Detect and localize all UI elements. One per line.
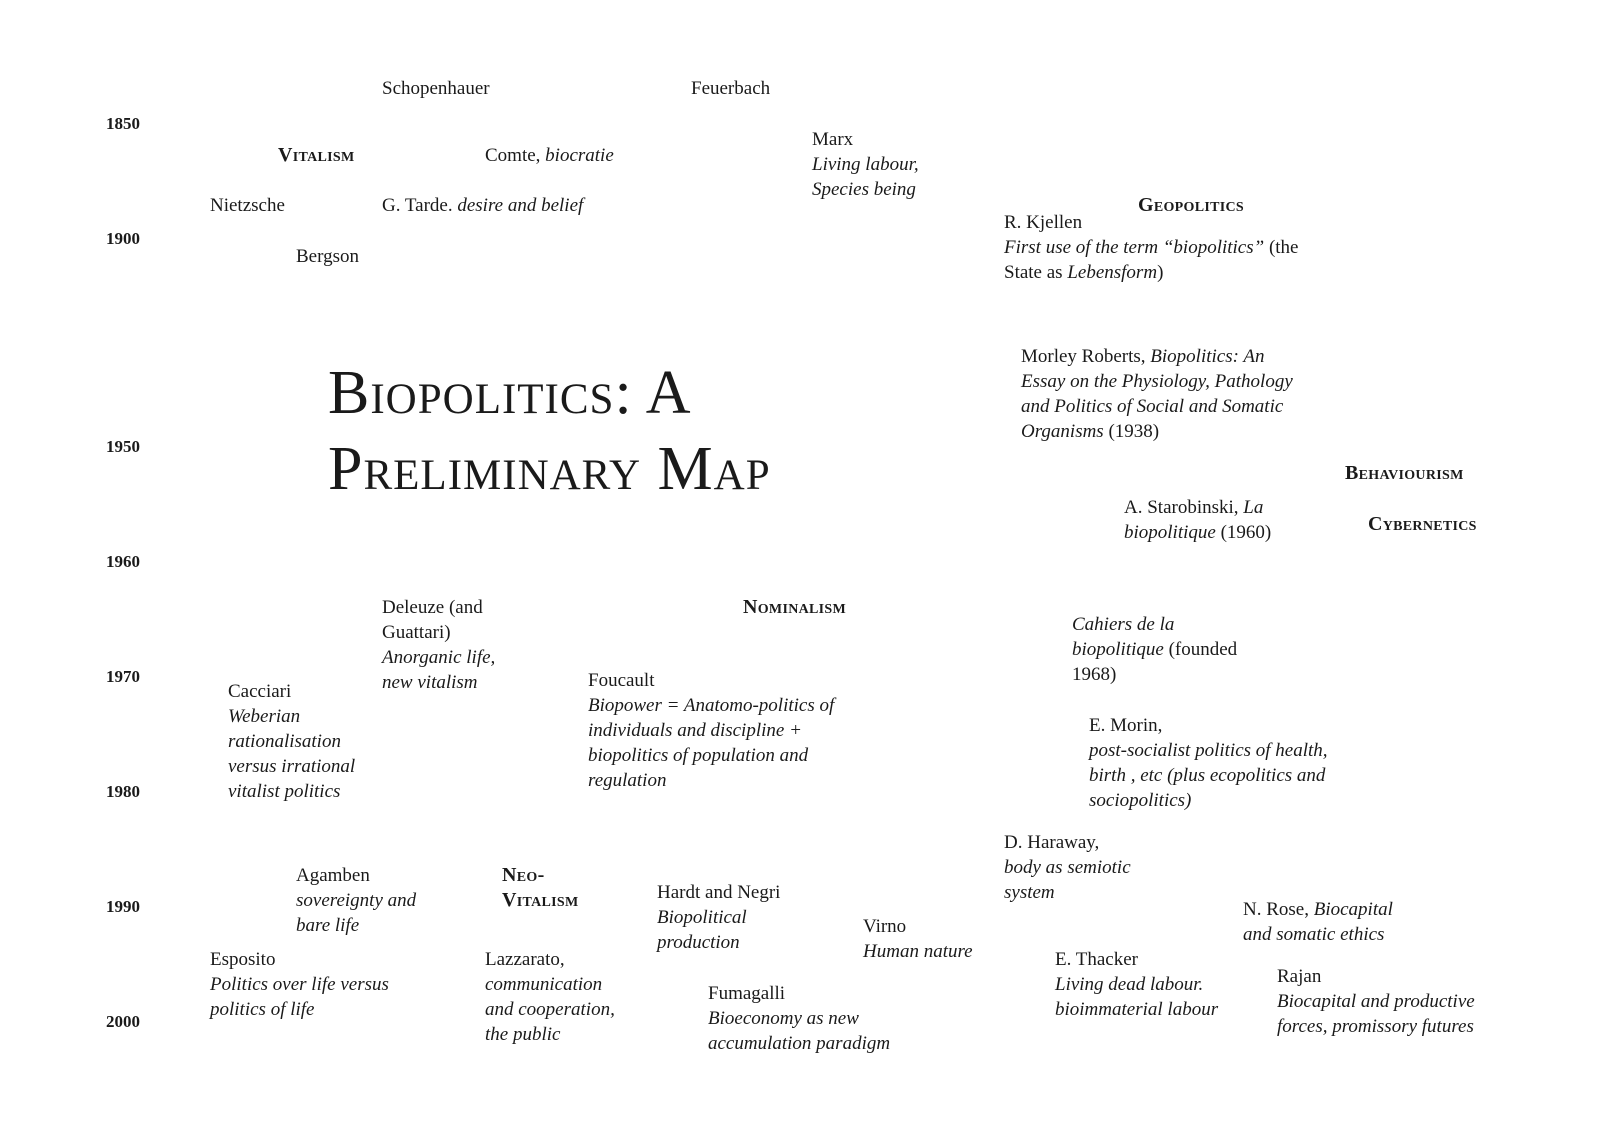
entry-fumagalli-name: Fumagalli [708, 983, 786, 1004]
entry-tarde-name: G. Tarde. [382, 195, 458, 216]
entry-starobinski-line-2 [1124, 520, 1271, 545]
entry-hardt-name: Hardt and Negri [657, 882, 781, 903]
entry-starobinski-name: A. Starobinski, [1124, 497, 1244, 518]
year-1990: 1990 [106, 897, 140, 916]
movement-neo-vitalism [502, 863, 579, 913]
entry-agamben-name: Agamben [296, 865, 370, 886]
entry-rose-name: N. Rose, [1243, 899, 1314, 920]
entry-nietzsche: Nietzsche [210, 195, 285, 216]
entry-foucault [588, 668, 834, 793]
entry-agamben-line-2: bare life [296, 915, 360, 936]
entry-cacciari-line-3: versus irrational [228, 756, 356, 777]
entry-foucault-line-2: individuals and discipline + [588, 720, 802, 741]
entry-roberts-line-2: Essay on the Physiology, Pathology [1021, 371, 1293, 392]
entry-comte-name: Comte, [485, 145, 546, 166]
entry-comte-note: biocratie [545, 145, 614, 166]
entry-hardt-negri [657, 880, 780, 955]
entry-foucault-line-3: biopolitics of population and [588, 745, 809, 766]
entry-esposito [210, 947, 389, 1022]
year-1850: 1850 [106, 114, 140, 133]
entry-starobinski-line-2a: biopolitique [1124, 522, 1216, 543]
year-1950: 1950 [106, 437, 140, 456]
entry-fumagalli-line-2: accumulation paradigm [708, 1033, 891, 1054]
title-line-2: Preliminary Map [328, 435, 771, 503]
entry-bergson: Bergson [296, 246, 359, 267]
entry-roberts-line-1: Biopolitics: An [1150, 346, 1265, 367]
entry-esposito-line-2: politics of life [210, 999, 315, 1020]
entry-haraway-line-1: body as semiotic [1004, 857, 1131, 878]
entry-haraway [1004, 830, 1131, 905]
entry-kjellen-line-1b: (the [1264, 237, 1299, 258]
entry-starobinski-line-0 [1124, 495, 1271, 520]
entry-kjellen-line-2c: ) [1157, 262, 1164, 283]
entry-tarde-note: desire and belief [457, 195, 584, 216]
movement-nominalism: Nominalism [743, 596, 847, 618]
entry-cacciari-name: Cacciari [228, 681, 292, 702]
entry-rajan [1277, 964, 1475, 1039]
entry-marx [812, 127, 919, 202]
entry-morin [1089, 713, 1328, 813]
entry-roberts-line-4b: (1938) [1103, 421, 1160, 442]
entry-cahiers-line-2b: (founded [1163, 639, 1238, 660]
entry-esposito-line-1: Politics over life versus [210, 974, 389, 995]
entry-fumagalli-line-1: Bioeconomy as new [708, 1008, 859, 1029]
entry-cacciari [228, 679, 355, 804]
entry-deleuze-line-4: new vitalism [382, 672, 478, 693]
entry-thacker-name: E. Thacker [1055, 949, 1138, 970]
entry-thacker-line-2: bioimmaterial labour [1055, 999, 1219, 1020]
entry-virno-name: Virno [863, 916, 907, 937]
entry-kjellen-line-1a: First use of the term “biopolitics” [1004, 237, 1265, 258]
entry-cahiers-line-3: 1968) [1072, 664, 1117, 685]
entry-deleuze-line-3: Anorganic life, [382, 647, 496, 668]
entry-starobinski-line-2b: (1960) [1215, 522, 1272, 543]
entry-lazzarato-line-3: the public [485, 1024, 561, 1045]
year-2000: 2000 [106, 1012, 140, 1031]
entry-rajan-line-2: forces, promissory futures [1277, 1016, 1474, 1037]
entry-cahiers-line-2a: biopolitique [1072, 639, 1164, 660]
entry-thacker-line-1: Living dead labour. [1055, 974, 1204, 995]
entry-marx-name: Marx [812, 129, 854, 150]
entry-virno [863, 914, 973, 964]
year-1970: 1970 [106, 667, 140, 686]
entry-fumagalli [708, 981, 890, 1056]
entry-marx-line-2: Species being [812, 179, 916, 200]
entry-agamben [296, 863, 416, 938]
entry-agamben-line-1: sovereignty and [296, 890, 417, 911]
entry-hardt-line-1: Biopolitical [657, 907, 747, 928]
entry-roberts-name: Morley Roberts, [1021, 346, 1151, 367]
entry-morin-line-2: birth , etc (plus ecopolitics and [1089, 765, 1326, 786]
entry-schopenhauer: Schopenhauer [382, 78, 490, 99]
entry-rajan-name: Rajan [1277, 966, 1322, 987]
entry-foucault-line-4: regulation [588, 770, 667, 791]
entry-cahiers-line-2 [1072, 637, 1237, 662]
entry-lazzarato [485, 947, 615, 1047]
entry-lazzarato-name: Lazzarato, [485, 949, 565, 970]
page-title [328, 355, 771, 507]
movement-geopolitics: Geopolitics [1138, 194, 1244, 216]
entry-deleuze-line-1: Deleuze (and [382, 597, 483, 618]
entry-roberts-line-4a: Organisms [1021, 421, 1104, 442]
entry-kjellen-line-2a: State as [1004, 262, 1068, 283]
entry-kjellen-name: R. Kjellen [1004, 212, 1083, 233]
entry-rose-line-2: and somatic ethics [1243, 924, 1385, 945]
entry-rajan-line-1: Biocapital and productive [1277, 991, 1475, 1012]
title-line-1: Biopolitics: A [328, 359, 692, 427]
entry-hardt-line-2: production [657, 932, 740, 953]
entry-kjellen-line-2b: Lebensform [1067, 262, 1158, 283]
entry-haraway-name: D. Haraway, [1004, 832, 1100, 853]
movement-neo-vitalism-line-1: Neo- [502, 864, 545, 886]
entry-thacker [1055, 947, 1218, 1022]
entry-morin-line-3: sociopolitics) [1089, 790, 1192, 811]
entry-morin-line-1: post-socialist politics of health, [1089, 740, 1328, 761]
movement-vitalism: Vitalism [278, 144, 355, 166]
entry-foucault-name: Foucault [588, 670, 655, 691]
entry-cahiers [1072, 612, 1237, 687]
entry-rose-line-0 [1243, 897, 1393, 922]
entry-tarde [382, 193, 583, 218]
entry-esposito-name: Esposito [210, 949, 276, 970]
entry-rose [1243, 897, 1393, 947]
entry-starobinski-line-1: La [1243, 497, 1264, 518]
entry-deleuze [382, 595, 495, 695]
entry-comte [485, 143, 614, 168]
entry-roberts-line-3: and Politics of Social and Somatic [1021, 396, 1284, 417]
entry-lazzarato-line-2: and cooperation, [485, 999, 615, 1020]
movement-cybernetics: Cybernetics [1368, 513, 1477, 535]
entry-kjellen [1004, 210, 1299, 285]
entry-rose-line-1: Biocapital [1313, 899, 1393, 920]
entry-morin-name: E. Morin, [1089, 715, 1163, 736]
entry-feuerbach: Feuerbach [691, 78, 771, 99]
entry-roberts-line-4 [1021, 419, 1293, 444]
entry-starobinski [1124, 495, 1271, 545]
entry-kjellen-line-2 [1004, 260, 1299, 285]
entry-haraway-line-2: system [1004, 882, 1055, 903]
entry-lazzarato-line-1: communication [485, 974, 603, 995]
entry-roberts-line-0 [1021, 344, 1293, 369]
entry-morley-roberts [1021, 344, 1293, 444]
entry-marx-line-1: Living labour, [812, 154, 919, 175]
movement-neo-vitalism-line-2: Vitalism [502, 889, 579, 911]
entry-deleuze-line-2: Guattari) [382, 622, 451, 643]
entry-cahiers-line-1: Cahiers de la [1072, 614, 1175, 635]
year-1900: 1900 [106, 229, 140, 248]
movement-behaviourism: Behaviourism [1345, 462, 1464, 484]
entry-virno-line-1: Human nature [863, 941, 973, 962]
entry-cacciari-line-2: rationalisation [228, 731, 341, 752]
year-1960: 1960 [106, 552, 140, 571]
entry-cacciari-line-4: vitalist politics [228, 781, 341, 802]
entry-cacciari-line-1: Weberian [228, 706, 301, 727]
year-1980: 1980 [106, 782, 140, 801]
entry-kjellen-line-1 [1004, 235, 1299, 260]
entry-foucault-line-1: Biopower = Anatomo-politics of [588, 695, 835, 716]
